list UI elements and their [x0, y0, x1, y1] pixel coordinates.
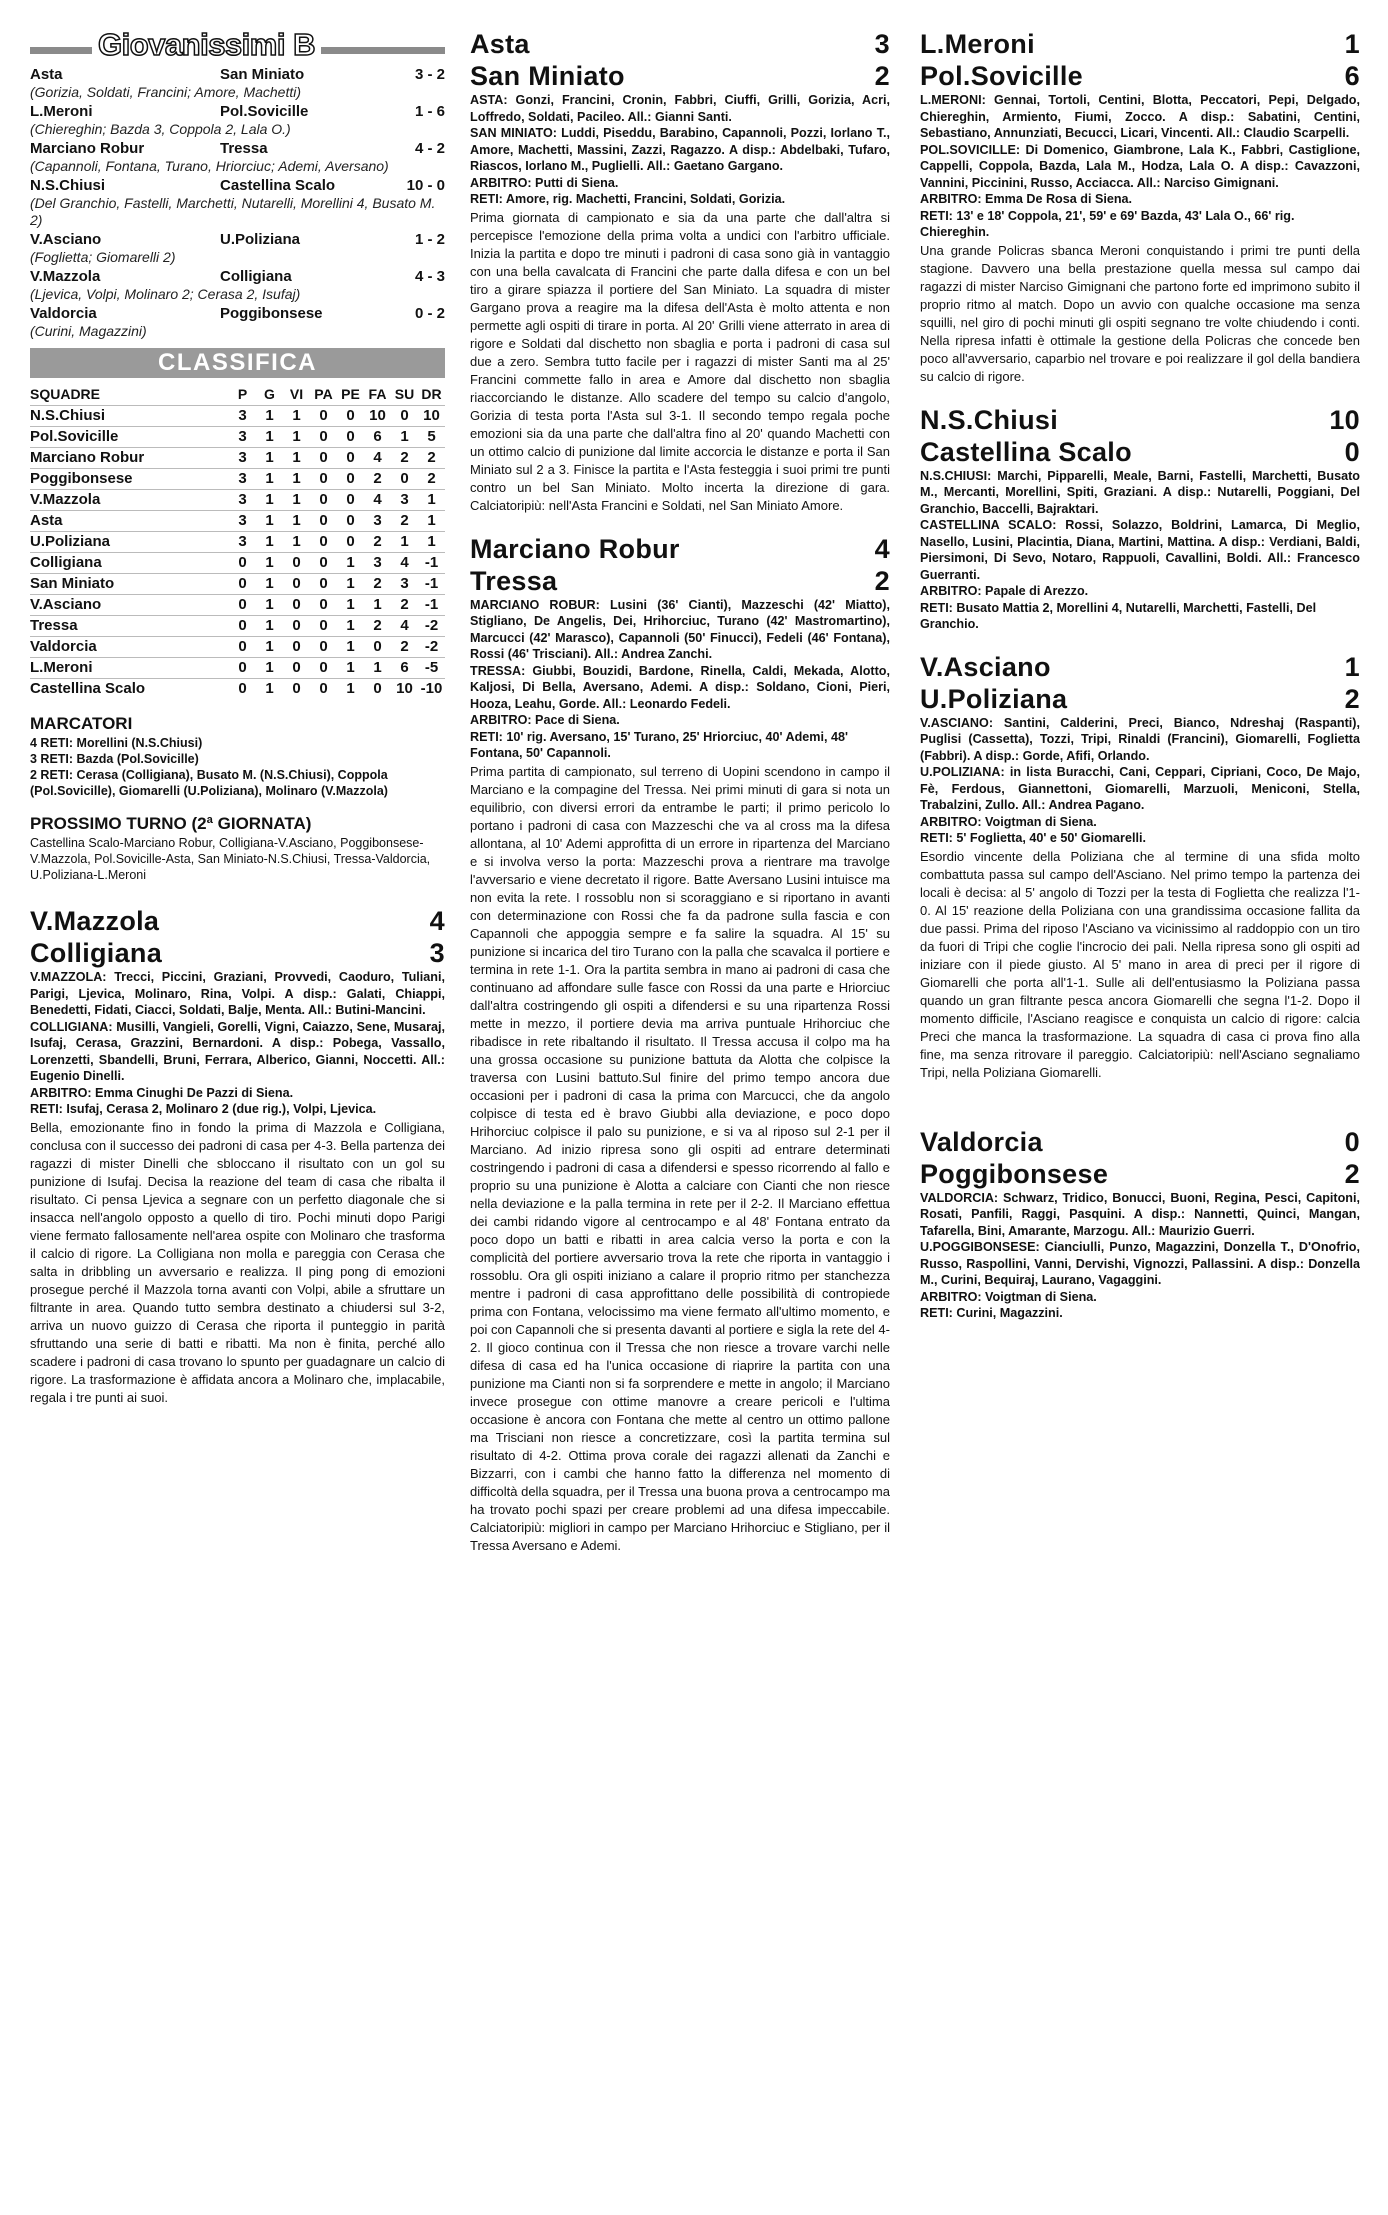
marcatori-title: MARCATORI: [30, 714, 133, 733]
match-away-score: 2: [1344, 1158, 1360, 1189]
match-home-line: [470, 533, 890, 565]
stat-cell: 0: [229, 678, 256, 699]
match-home-team: V.Mazzola: [30, 906, 160, 936]
stat-cell: 0: [337, 531, 364, 552]
match-home-team: Asta: [470, 29, 530, 59]
stat-cell: 0: [337, 510, 364, 531]
scorers-line: (Capannoli, Fontana, Turano, Hriorciuc; Ademi, Aversano): [30, 158, 389, 174]
scorers-line: (Chiereghin; Bazda 3, Coppola 2, Lala O.): [30, 121, 291, 137]
stat-cell: 10: [391, 678, 418, 699]
match-away-team: San Miniato: [470, 61, 625, 91]
team-name: V.Mazzola: [30, 489, 229, 510]
stat-cell: 2: [418, 468, 445, 489]
stat-cell: 2: [391, 636, 418, 657]
match-home-score: 0: [1344, 1126, 1360, 1157]
match-home-score: 4: [874, 533, 890, 564]
match-home-line: [920, 1126, 1360, 1158]
stat-cell: 1: [256, 531, 283, 552]
match-home-team: N.S.Chiusi: [920, 404, 1059, 435]
lineup-away: COLLIGIANA: Musilli, Vangieli, Gorelli, Vigni, Caiazzo, Sene, Musaraj, Isufaj, Cerasa, Grazzini, Bernardoni. A disp.: Pobega, Vassallo, Lorenzetti, Sbandelli, Bruni, Ferrara, Alberico, Gianni, Noccetti. All.: Eugenio Dinelli.: [30, 1019, 445, 1083]
stat-cell: -1: [418, 552, 445, 573]
lineup-home: V.MAZZOLA: Trecci, Piccini, Graziani, Provvedi, Caoduro, Tuliani, Parigi, Ljevica, Molinaro, Rina, Volpi. A disp.: Galati, Chiappi, Benedetti, Fidati, Ciacci, Soldati, Balje, Menta. All.: Butini-Mancini.: [30, 970, 445, 1017]
scorers-line: (Ljevica, Volpi, Molinaro 2; Cerasa 2, Isufaj): [30, 286, 301, 302]
stat-cell: 0: [229, 636, 256, 657]
standings-header-cell: VI: [289, 386, 304, 403]
match-report-body: Prima partita di campionato, sul terreno di Uopini scendono in campo il Marciano e la compagine del Tressa. Nei primi minuti di gara si nota un equilibrio, con diversi errori da entrambe le parti; il primo pericolo lo portano i padroni di casa con Mazzeschi che va al cross ma la difesa allontana, al 10' Ademi approfitta di un errore in ripartenza del Marciano e si involva verso la porta: Mazzeschi prova a rientrare ma travolge l'avversario e viene decretato il rigore. Batte Aversano Lusini intuisce ma non evita la rete. I rossoblu non si scoraggiano e si riportano in avanti con determinazione con Rossi che fa da padrone sulla fascia e con Capannoli che appoggia sempre e fa salire la squadra. Al 15' su punizione si incarica del tiro Turano con la palla che scavalca il portiere e termina in rete 1-1. Ora la partita sembra in mano ai padroni di casa che continuano ad affondare sulle fasce con Rossi da una parte e Hriorciuc dall'altra costringendo gli ospiti a difendersi e su una ripartenza Rossi mette in mezzo, il portiere devia ma arriva puntuale Hrihorciuc che ribadisce in rete ribaltando il risultato. Il Tressa accusa il colpo ma ha una grossa occasione su punizione battuta da Alotta che colpisce la traversa con Lusini battuto.Sul finire del primo tempo ancora due occasioni per i padroni di casa la prima con Marcucci, che da angolo colpisce di testa ed è bravo Giubbi alla deviazione, e poco dopo Hrihorciuc colpisce il palo su punizione, e si va al riposo sul 2-1 per il Marciano. Ad inizio ripresa sono gli ospiti ad entrare determinati costringendo i padroni di casa a difendersi e spesso ricorrendo al fallo e proprio su una punizione è Alotta a calciare con Cianti che non riesce nella deviazione e la palla termina in rete per il 2-2. Il Marciano effettua dei cambi ridando vigore al centrocampo e al 48' Fontana entrato da poco dopo un batti e ribatti in area calcia verso la porta e con la complicità del portiere avversario trova la rete che riporta in vantaggio i rossoblu. Ora gli ospiti iniziano a calare il proprio ritmo per stanchezza mentre i padroni di casa approfittano delle possibilità di contropiede prima con Fontana, velocissimo ma viene fermato all'ultimo momento, e poi con Capannoli che si presenta davanti al portiere e sigla la rete del 4-2. Il gioco continua con il Tressa che non riesce a trovare varchi nelle difesa di casa ed ha l'unica occasione di riaprire la partita con una punizione ma Cianti non si fa sorprendere e mette in angolo; il Marciano invece prosegue con ottime manovre a creare pericoli e l'ultima occasione è ancora con Fontana che mette al centro un ottimo pallone ma Trisciani non riesce a concretizzare, così la partita termina sul risultato di 4-2. Ottima prova corale dei ragazzi allenati da Zanchi e Bizzarri, con i cambi che hanno fatto la differenza nel momento di difficoltà della squadra, per il Tressa una buona prova a centrocampo ma ha trovato pochi spazi per creare problemi ad una difesa impeccabile. Calciatoripiù: migliori in campo per Marciano Hrihorciuc e Stigliano, per il Tressa Aversano e Ademi.: [470, 763, 890, 1553]
standings-row: [30, 552, 445, 573]
stat-cell: 1: [337, 594, 364, 615]
stat-cell: 3: [229, 531, 256, 552]
team-name: V.Asciano: [30, 594, 229, 615]
stat-cell: 2: [391, 447, 418, 468]
stat-cell: 5: [418, 426, 445, 447]
stat-cell: 2: [391, 594, 418, 615]
stat-cell: 0: [229, 573, 256, 594]
stat-cell: 1: [418, 531, 445, 552]
section-title: Giovanissimi B: [92, 28, 321, 62]
stat-cell: 2: [391, 510, 418, 531]
goals-line: RETI: 10' rig. Aversano, 15' Turano, 25' Hriorciuc, 40' Ademi, 48' Fontana, 50' Capannoli.: [470, 729, 848, 760]
standings-row: [30, 636, 445, 657]
stat-cell: 0: [310, 615, 337, 636]
stat-cell: 1: [418, 510, 445, 531]
goals-line: RETI: 13' e 18' Coppola, 21', 59' e 69' Bazda, 43' Lala O., 66' rig. Chiereghin.: [920, 208, 1295, 239]
stat-cell: 3: [229, 510, 256, 531]
match-home-score: 10: [1329, 404, 1360, 435]
stat-cell: 0: [283, 573, 310, 594]
match-away-score: 2: [874, 61, 890, 91]
stat-cell: 0: [310, 468, 337, 489]
standings-row: [30, 678, 445, 699]
result-row: [30, 140, 445, 158]
goals-line: RETI: Amore, rig. Machetti, Francini, Soldati, Gorizia.: [470, 192, 786, 206]
stat-cell: 4: [364, 447, 391, 468]
team-name: San Miniato: [30, 573, 229, 594]
referee-line: ARBITRO: Papale di Arezzo.: [920, 584, 1089, 598]
standings-header-cell: FA: [368, 386, 387, 403]
team-name: Asta: [30, 510, 229, 531]
stat-cell: 1: [256, 636, 283, 657]
match-report: [920, 651, 1360, 1082]
match-away-line: [470, 565, 890, 597]
stat-cell: 1: [364, 657, 391, 678]
results-list: [30, 66, 445, 340]
match-away-team: Tressa: [470, 565, 558, 596]
team-name: Tressa: [30, 615, 229, 636]
match-report-body: Esordio vincente della Poliziana che al termine di una sfida molto combattuta passa sul campo dell'Asciano. Nel primo tempo la partenza dei locali è decisa: al 5' angolo di Tozzi per la testa di Foglietta che realizza l'1-0. Al 15' reazione della Poliziana con una grandissima occasione fallita da due passi. Prima del riposo l'Asciano va vicinissimo al raddoppio con un tiro da fuori di Tripi che coglie l'incrocio dei pali. Nella ripresa sono gli ospiti ad iniziare con il piede giusto. Al 5' mano in area di preci per il rigore di Giomarelli che porta all'1-1. Sulle ali dell'entusiasmo la Poliziana passa quando un gran filtrante pesca ancora Giomarelli che segna l'1-2. Dopo il momento difficile, l'Asciano reagisce e conquista un calcio di rigore: calcia Preci che manca la trasformazione. La squadra di casa ci prova fino alla fine, ma senza ritrovare il pareggio. Calciatoripiù: nell'Asciano segnaliamo Tripi, nella Poliziana Giomarelli.: [920, 848, 1360, 1080]
marcatori-line: 2 RETI: Cerasa (Colligiana), Busato M. (N.S.Chiusi), Coppola (Pol.Sovicille), Giomarelli (U.Poliziana), Molinaro (V.Mazzola): [30, 768, 388, 798]
stat-cell: 0: [337, 489, 364, 510]
column-left: [30, 28, 445, 1407]
away-team: San Miniato: [220, 66, 305, 83]
stat-cell: 0: [364, 636, 391, 657]
stat-cell: 0: [283, 657, 310, 678]
stat-cell: 1: [283, 426, 310, 447]
stat-cell: 2: [418, 447, 445, 468]
standings-row: [30, 615, 445, 636]
match-away-team: Poggibonsese: [920, 1158, 1109, 1189]
lineup-home: ASTA: Gonzi, Francini, Cronin, Fabbri, Ciuffi, Grilli, Gorizia, Acri, Loffredo, Soldati, Pacileo. All.: Gianni Santi.: [470, 93, 890, 124]
score: 4 - 3: [414, 268, 445, 285]
stat-cell: 1: [418, 489, 445, 510]
stat-cell: 0: [391, 405, 418, 426]
match-away-score: 2: [1344, 683, 1360, 714]
lineup-home: V.ASCIANO: Santini, Calderini, Preci, Bianco, Ndreshaj (Raspanti), Puglisi (Cassetta), Tozzi, Tripi, Rinaldi (Francini), Giomarelli, Foglietta (Fabbri). A disp.: Gorde, Afifi, Orlando.: [920, 715, 1360, 763]
stat-cell: 0: [310, 531, 337, 552]
team-name: N.S.Chiusi: [30, 405, 229, 426]
scorers-line: (Gorizia, Soldati, Francini; Amore, Machetti): [30, 84, 302, 100]
match-home-team: Valdorcia: [920, 1126, 1043, 1157]
lineup-away: U.POGGIBONSESE: Cianciulli, Punzo, Magazzini, Donzella T., D'Onofrio, Russo, Raspollini, Vanni, Dervishi, Vignozzi, Pallassini. A disp.: Donzella M., Curini, Bequiraj, Laurano, Vagaggini.: [920, 1240, 1360, 1287]
match-home-team: V.Asciano: [920, 651, 1051, 682]
match-report: [470, 28, 890, 515]
match-home-score: 1: [1344, 29, 1360, 59]
stat-cell: 0: [337, 447, 364, 468]
column-middle: [470, 28, 890, 1555]
lineup-home: VALDORCIA: Schwarz, Tridico, Bonucci, Buoni, Regina, Pesci, Capitoni, Rosati, Panfili, Raggi, Pasquini. A disp.: Nannetti, Quinci, Mangan, Tafarella, Bini, Amarante, Marzogu. All.: Maurizio Guerri.: [920, 1190, 1360, 1238]
stat-cell: 0: [337, 426, 364, 447]
stat-cell: 0: [310, 405, 337, 426]
stat-cell: 3: [229, 447, 256, 468]
stat-cell: 3: [364, 510, 391, 531]
stat-cell: 0: [310, 426, 337, 447]
match-away-line: [920, 1158, 1360, 1190]
match-report-body: Bella, emozionante fino in fondo la prima di Mazzola e Colligiana, conclusa con il successo dei padroni di casa per 4-3. Bella partenza dei ragazzi di mister Dinelli che sbloccano il risultato con un gol su punizione di Isufaj. Decisa la reazione del team di casa che ribalta il risultato. Ci pensa Ljevica a segnare con un perfetto diagonale che si insacca nell'angolo opposto a quello di tiro. Pochi minuti dopo Parigi viene fermato fallosamente nell'area ospite con Molinaro che trasforma il calcio di rigore. La Colligiana non molla e pareggia con Cerasa che salta in dribbling un avversario e realizza. Il ping pong di emozioni prosegue perché il Mazzola torna avanti con Volpi, abile a sfruttare un filtrante in area. Quando tutto sembra destinato a chiudersi sul 3-2, arriva un nuovo guizzo di Cerasa che riporta il punteggio in parità sfruttando una serie di batti e ribatti. Ma non è finita, perché allo scadere i padroni di casa trovano lo spunto per guadagnare un calcio di rigore. La trasformazione è affidata ancora a Molinaro che, implacabile, regala i tre punti ai suoi.: [30, 1119, 445, 1405]
match-home-team: L.Meroni: [920, 29, 1035, 59]
stat-cell: 3: [229, 468, 256, 489]
standings-row: [30, 426, 445, 447]
lineup-home: L.MERONI: Gennai, Tortoli, Centini, Blotta, Peccatori, Pepi, Delgado, Chiereghin, Armiento, Fiumi, Zocco. A disp.: Sabatini, Centini, Sebastiano, Annunziati, Becucci, Licari, Vincenti. All.: Claudio Scarpelli.: [920, 93, 1360, 140]
stat-cell: 1: [337, 636, 364, 657]
goals-line: RETI: Isufaj, Cerasa 2, Molinaro 2 (due rig.), Volpi, Ljevica.: [30, 1102, 377, 1116]
standings-header-cell: PE: [341, 386, 360, 403]
away-team: Colligiana: [220, 268, 292, 285]
result-row: [30, 66, 445, 84]
match-report-body: Una grande Policras sbanca Meroni conquistando i primi tre punti della stagione. Davvero una bella prestazione quella messa sul campo dai ragazzi di mister Narciso Gimignani che partono forte ed imprimono subito il proprio ritmo al match. Dopo un avvio con qualche occasione ma senza squilli, nel giro di pochi minuti gli ospiti segnano tre volte chiudendo i conti. Nella ripresa infatti è ottimale la gestione della Policras che concede ben poco all'avversario, caparbio nel trovare e poi realizzare il gol della bandiera su calcio di rigore.: [920, 242, 1360, 384]
stat-cell: 0: [283, 615, 310, 636]
stat-cell: 1: [283, 468, 310, 489]
match-home-score: 1: [1344, 651, 1360, 682]
stat-cell: 1: [337, 552, 364, 573]
score: 3 - 2: [414, 66, 445, 83]
stat-cell: 1: [256, 426, 283, 447]
stat-cell: 0: [229, 552, 256, 573]
standings-header-cell: G: [264, 386, 275, 403]
home-team: N.S.Chiusi: [30, 177, 106, 194]
home-team: Marciano Robur: [30, 140, 145, 157]
lineup-away: CASTELLINA SCALO: Rossi, Solazzo, Boldrini, Lamarca, Di Meglio, Nasello, Lusini, Placintia, Diana, Martini, Mattina. A disp.: Verdiani, Baldi, Piersimoni, Di Sevo, Notaro, Rappuoli, Cavallini, Boldi. All.: Francesco Guerranti.: [920, 518, 1360, 582]
standings-row: [30, 573, 445, 594]
match-away-line: [920, 436, 1360, 468]
stat-cell: 1: [256, 573, 283, 594]
stat-cell: 2: [364, 531, 391, 552]
stat-cell: 1: [256, 657, 283, 678]
stat-cell: 0: [283, 594, 310, 615]
match-away-line: [920, 60, 1360, 92]
result-row: [30, 103, 445, 121]
stat-cell: 1: [283, 510, 310, 531]
classifica-title: CLASSIFICA: [30, 348, 445, 378]
standings-header-cell: SQUADRE: [30, 386, 101, 403]
stat-cell: 1: [256, 405, 283, 426]
prossimo-turno-text: Castellina Scalo-Marciano Robur, Colligiana-V.Asciano, Poggibonsese-V.Mazzola, Pol.Sovicille-Asta, San Miniato-N.S.Chiusi, Tressa-Valdorcia, U.Poliziana-L.Meroni: [30, 836, 431, 882]
away-team: Pol.Sovicille: [220, 103, 309, 120]
match-away-score: 0: [1344, 436, 1360, 467]
stat-cell: -2: [418, 615, 445, 636]
away-team: Tressa: [220, 140, 268, 157]
result-row: [30, 305, 445, 323]
match-home-line: [920, 28, 1360, 60]
standings-row: [30, 531, 445, 552]
match-home-score: 3: [874, 29, 890, 59]
home-team: V.Mazzola: [30, 268, 101, 285]
stat-cell: 1: [256, 615, 283, 636]
standings-header-cell: PA: [314, 386, 333, 403]
team-name: U.Poliziana: [30, 531, 229, 552]
stat-cell: 1: [391, 426, 418, 447]
stat-cell: 1: [256, 552, 283, 573]
stat-cell: 3: [391, 573, 418, 594]
standings-row: [30, 489, 445, 510]
stat-cell: 4: [391, 615, 418, 636]
stat-cell: 0: [283, 678, 310, 699]
home-team: V.Asciano: [30, 231, 102, 248]
stat-cell: 3: [229, 426, 256, 447]
match-report: [920, 404, 1360, 633]
stat-cell: 0: [337, 468, 364, 489]
match-home-line: [920, 404, 1360, 436]
stat-cell: 0: [310, 447, 337, 468]
lineup-away: TRESSA: Giubbi, Bouzidi, Bardone, Rinella, Caldi, Mekada, Alotto, Kaljosi, Di Bella, Aversano, Ademi. A disp.: Soldano, Cioni, Pieri, Hooza, Leahu, Gorde. All.: Leonardo Fedeli.: [470, 663, 890, 711]
stat-cell: 3: [364, 552, 391, 573]
stat-cell: 0: [310, 552, 337, 573]
stat-cell: 1: [391, 531, 418, 552]
match-away-score: 3: [429, 938, 445, 968]
lineup-away: SAN MINIATO: Luddi, Piseddu, Barabino, Capannoli, Pozzi, Iorlano T., Amore, Machetti, Massini, Zazzi, Ragazzo. A disp.: Abdelbaki, Tufaro, Riascos, Iorlano M., Puglielli. All.: Gaetano Gargano.: [470, 126, 890, 173]
score: 1 - 2: [414, 231, 445, 248]
standings-table: [30, 384, 445, 699]
lineup-home: MARCIANO ROBUR: Lusini (36' Cianti), Mazzeschi (42' Miatto), Stigliano, De Angelis, Dei, Hrihorciuc, Turano (42' Mastromartino), Marcucci (42' Marasco), Capannoli (50' Finucci), Fedeli (46' Fontana), Rossi (46' Trisciani). All.: Andrea Zanchi.: [470, 597, 890, 661]
goals-line: RETI: Curini, Magazzini.: [920, 1306, 1063, 1320]
result-row: [30, 177, 445, 195]
newspaper-page: [30, 28, 1360, 2198]
referee-line: ARBITRO: Putti di Siena.: [470, 175, 619, 190]
stat-cell: 0: [283, 636, 310, 657]
scorers-line: (Curini, Magazzini): [30, 323, 147, 339]
stat-cell: 1: [337, 678, 364, 699]
score: 1 - 6: [414, 103, 445, 120]
match-home-team: Marciano Robur: [470, 533, 680, 564]
stat-cell: 0: [310, 489, 337, 510]
stat-cell: 1: [337, 615, 364, 636]
score: 10 - 0: [406, 177, 445, 194]
standings-row: [30, 468, 445, 489]
stat-cell: 2: [364, 573, 391, 594]
standings-row: [30, 510, 445, 531]
team-name: Valdorcia: [30, 636, 229, 657]
marcatori-list: [30, 735, 445, 799]
away-team: Poggibonsese: [220, 305, 323, 322]
stat-cell: 1: [256, 489, 283, 510]
match-home-score: 4: [429, 906, 445, 936]
match-home-line: [920, 651, 1360, 683]
match-report-body: Prima giornata di campionato e sia da una parte che dall'altra si percepisce l'emozione della prima volta a undici con l'arbitro ufficiale. Inizia la partita e dopo tre minuti i padroni di casa sono già in vantaggio con una bella cavalcata di Francini che parte dalla difesa e con un bel tiro a girare spiazza il portiere del San Miniato. La squadra di mister Gargano prova a reagire ma la difesa dell'Asta è molto attenta e non permette agli ospiti di tirare in porta. Al 20' Grilli viene atterrato in area di rigore e Soldati dal dischetto non sbaglia e porta i padroni di casa sul due a zero. Sembra tutto facile per i ragazzi di mister Santi ma al 25' Francini commette fallo in area e Amore dal dischetto non sbaglia riaccorciando le distanze. Allo scadere del tempo su calcio d'angolo, Gorizia di testa porta l'Asta sul 3-1. Il secondo tempo regala poche emozioni sia da una parte che dall'altra fino al 20' quando Machetti con un ottimo calcio di punizione dal limite accorcia le distanze e porta il San Miniato sul 2 a 3. Finisce la partita e l'Asta festeggia i suoi primi tre punti contro un bel San Miniato. Molto incerta la direzione di gara. Calciatoripiù: nell'Asta Francini e Soldati, nel San Miniato Amore.: [470, 209, 890, 513]
stat-cell: 1: [283, 405, 310, 426]
stat-cell: 6: [364, 426, 391, 447]
stat-cell: 1: [337, 657, 364, 678]
stat-cell: 0: [337, 405, 364, 426]
stat-cell: 0: [229, 594, 256, 615]
column-right: [920, 28, 1360, 1322]
stat-cell: -1: [418, 594, 445, 615]
team-name: L.Meroni: [30, 657, 229, 678]
stat-cell: 1: [256, 468, 283, 489]
home-team: L.Meroni: [30, 103, 93, 120]
stat-cell: 1: [283, 489, 310, 510]
goals-line: RETI: Busato Mattia 2, Morellini 4, Nutarelli, Marchetti, Fastelli, Del Granchio.: [920, 600, 1317, 631]
standings-header-cell: P: [237, 386, 248, 403]
team-name: Colligiana: [30, 552, 229, 573]
prossimo-turno-title: PROSSIMO TURNO (2ª GIORNATA): [30, 814, 312, 833]
team-name: Castellina Scalo: [30, 678, 229, 699]
referee-line: ARBITRO: Pace di Siena.: [470, 713, 620, 727]
stat-cell: 1: [256, 447, 283, 468]
match-home-line: [30, 905, 445, 937]
scorers-line: (Foglietta; Giomarelli 2): [30, 249, 176, 265]
section-header: [30, 28, 445, 62]
stat-cell: -2: [418, 636, 445, 657]
lineup-away: U.POLIZIANA: in lista Buracchi, Cani, Ceppari, Cipriani, Coco, De Majo, Fè, Ferdous, Giannettoni, Giomarelli, Marzuoli, Meniconi, Stella, Trabalzini, Zullo. All.: Andrea Pagano.: [920, 765, 1360, 812]
standings-header-cell: DR: [421, 386, 442, 403]
match-away-line: [920, 683, 1360, 715]
stat-cell: 1: [283, 447, 310, 468]
stat-cell: 1: [256, 594, 283, 615]
stat-cell: 1: [283, 531, 310, 552]
stat-cell: 1: [364, 594, 391, 615]
standings-header-cell: SU: [394, 386, 415, 403]
stat-cell: -1: [418, 573, 445, 594]
team-name: Marciano Robur: [30, 447, 229, 468]
stat-cell: 1: [256, 510, 283, 531]
score: 0 - 2: [414, 305, 445, 322]
lineup-home: N.S.CHIUSI: Marchi, Pipparelli, Meale, Barni, Fastelli, Marchetti, Busato M., Mercanti, Morellini, Spiti, Graziani. A disp.: Nutarelli, Poggiani, Del Granchio, Baccelli, Bajraktari.: [920, 468, 1360, 516]
standings-header-row: [30, 384, 445, 405]
stat-cell: 0: [391, 468, 418, 489]
stat-cell: -10: [418, 678, 445, 699]
result-row: [30, 231, 445, 249]
stat-cell: 0: [229, 615, 256, 636]
stat-cell: 2: [364, 615, 391, 636]
stat-cell: -5: [418, 657, 445, 678]
stat-cell: 1: [256, 678, 283, 699]
away-team: U.Poliziana: [220, 231, 301, 248]
stat-cell: 0: [310, 594, 337, 615]
stat-cell: 4: [391, 552, 418, 573]
stat-cell: 0: [310, 678, 337, 699]
referee-line: ARBITRO: Voigtman di Siena.: [920, 814, 1097, 829]
standings-row: [30, 447, 445, 468]
team-name: Pol.Sovicille: [30, 426, 229, 447]
stat-cell: 0: [310, 510, 337, 531]
stat-cell: 4: [364, 489, 391, 510]
stat-cell: 0: [310, 636, 337, 657]
match-away-team: Pol.Sovicille: [920, 61, 1083, 91]
stat-cell: 10: [364, 405, 391, 426]
result-row: [30, 268, 445, 286]
marcatori-line: 3 RETI: Bazda (Pol.Sovicille): [30, 752, 199, 766]
stat-cell: 3: [229, 405, 256, 426]
team-name: Poggibonsese: [30, 468, 229, 489]
stat-cell: 1: [337, 573, 364, 594]
stat-cell: 0: [283, 552, 310, 573]
match-away-line: [470, 60, 890, 92]
stat-cell: 3: [391, 489, 418, 510]
match-report: [920, 28, 1360, 386]
stat-cell: 0: [310, 573, 337, 594]
referee-line: ARBITRO: Emma De Rosa di Siena.: [920, 192, 1133, 206]
home-team: Valdorcia: [30, 305, 97, 322]
match-away-team: U.Poliziana: [920, 683, 1068, 714]
home-team: Asta: [30, 66, 63, 83]
match-away-team: Colligiana: [30, 938, 163, 968]
match-away-team: Castellina Scalo: [920, 436, 1132, 467]
stat-cell: 10: [418, 405, 445, 426]
standings-row: [30, 657, 445, 678]
scorers-line: (Del Granchio, Fastelli, Marchetti, Nutarelli, Morellini 4, Busato M. 2): [30, 195, 436, 228]
stat-cell: 2: [364, 468, 391, 489]
stat-cell: 3: [229, 489, 256, 510]
stat-cell: 6: [391, 657, 418, 678]
stat-cell: 0: [310, 657, 337, 678]
match-report: [30, 905, 445, 1407]
match-away-line: [30, 937, 445, 969]
standings-row: [30, 405, 445, 426]
match-away-score: 2: [874, 565, 890, 596]
match-report: [920, 1126, 1360, 1322]
referee-line: ARBITRO: Voigtman di Siena.: [920, 1289, 1097, 1304]
standings-row: [30, 594, 445, 615]
referee-line: ARBITRO: Emma Cinughi De Pazzi di Siena.: [30, 1085, 294, 1100]
match-away-score: 6: [1344, 61, 1360, 91]
match-report: [470, 533, 890, 1555]
marcatori-line: 4 RETI: Morellini (N.S.Chiusi): [30, 736, 203, 750]
away-team: Castellina Scalo: [220, 177, 336, 194]
goals-line: RETI: 5' Foglietta, 40' e 50' Giomarelli.: [920, 831, 1146, 845]
lineup-away: POL.SOVICILLE: Di Domenico, Giambrone, Lala K., Fabbri, Castiglione, Cappelli, Coppola, Bazda, Lala M., Hodza, Lala O. A disp.: Cavazzoni, Vannini, Piccinini, Russo, Acciacca. All.: Narciso Gimignani.: [920, 142, 1360, 190]
stat-cell: 0: [229, 657, 256, 678]
match-home-line: [470, 28, 890, 60]
stat-cell: 0: [364, 678, 391, 699]
score: 4 - 2: [414, 140, 445, 157]
